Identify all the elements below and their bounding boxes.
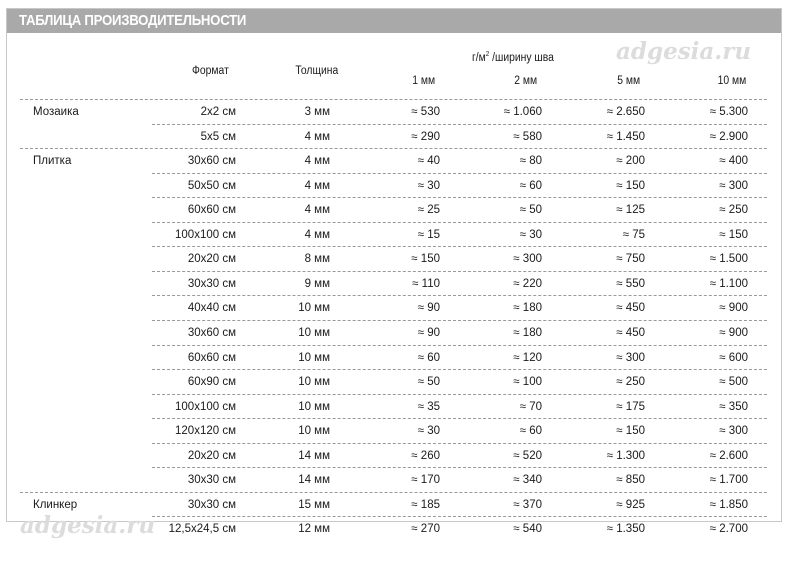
- table-row: [0, 419, 791, 444]
- row-value-1: ≈ 185: [411, 499, 440, 511]
- row-value-2: ≈ 1.060: [503, 106, 542, 118]
- row-value-2: ≈ 180: [513, 302, 542, 314]
- row-value-1: ≈ 30: [417, 425, 440, 437]
- row-value-4: ≈ 1.850: [709, 499, 748, 511]
- row-value-2: ≈ 100: [513, 376, 542, 388]
- table-row: [0, 346, 791, 371]
- row-thickness: 10 мм: [298, 327, 330, 339]
- row-value-3: ≈ 1.350: [606, 523, 645, 535]
- row-value-4: ≈ 150: [719, 229, 748, 241]
- row-value-4: ≈ 350: [719, 401, 748, 413]
- row-thickness: 4 мм: [304, 155, 330, 167]
- row-thickness: 8 мм: [304, 253, 330, 265]
- table-row: [0, 125, 791, 150]
- table-row: [0, 444, 791, 469]
- table-row: [0, 149, 791, 174]
- row-value-4: ≈ 600: [719, 352, 748, 364]
- row-value-2: ≈ 220: [513, 278, 542, 290]
- row-value-1: ≈ 90: [417, 327, 440, 339]
- row-value-2: ≈ 580: [513, 131, 542, 143]
- row-value-3: ≈ 175: [616, 401, 645, 413]
- row-thickness: 10 мм: [298, 352, 330, 364]
- table-row: [0, 198, 791, 223]
- row-value-1: ≈ 15: [417, 229, 440, 241]
- row-value-3: ≈ 2.650: [606, 106, 645, 118]
- row-thickness: 4 мм: [304, 229, 330, 241]
- title-bar: [7, 9, 781, 33]
- row-value-3: ≈ 450: [616, 327, 645, 339]
- row-format: 120x120 см: [175, 425, 236, 437]
- row-value-3: ≈ 300: [616, 352, 645, 364]
- row-value-4: ≈ 500: [719, 376, 748, 388]
- row-value-1: ≈ 110: [412, 278, 440, 290]
- row-thickness: 9 мм: [304, 278, 330, 290]
- table-row: [0, 223, 791, 248]
- row-value-1: ≈ 90: [417, 302, 440, 314]
- table-row: [0, 174, 791, 199]
- row-value-4: ≈ 2.900: [709, 131, 748, 143]
- row-format: 30x30 см: [187, 499, 236, 511]
- row-value-4: ≈ 5.300: [709, 106, 748, 118]
- row-value-1: ≈ 170: [411, 474, 440, 486]
- row-value-3: ≈ 750: [616, 253, 645, 265]
- row-value-3: ≈ 1.300: [606, 450, 645, 462]
- row-format: 100x100 см: [175, 229, 236, 241]
- row-value-2: ≈ 370: [513, 499, 542, 511]
- row-value-2: ≈ 30: [519, 229, 542, 241]
- table-title: ТАБЛИЦА ПРОИЗВОДИТЕЛЬНОСТИ: [19, 12, 247, 29]
- row-value-2: ≈ 120: [513, 352, 542, 364]
- table-row: [0, 321, 791, 346]
- header-group-unit: г/м: [472, 51, 486, 64]
- table-row: [0, 100, 791, 125]
- table-row: [0, 468, 791, 493]
- row-value-1: ≈ 25: [417, 204, 440, 216]
- header-width-3: 5 мм: [617, 75, 641, 87]
- row-thickness: 10 мм: [298, 302, 330, 314]
- row-category: Мозаика: [33, 106, 79, 118]
- row-format: 5x5 см: [200, 131, 236, 143]
- row-value-2: ≈ 50: [519, 204, 542, 216]
- row-value-4: ≈ 400: [719, 155, 748, 167]
- table-row: [0, 247, 791, 272]
- row-format: 20x20 см: [187, 450, 236, 462]
- watermark-top: adgesia.ru: [616, 38, 752, 65]
- row-value-1: ≈ 260: [411, 450, 440, 462]
- row-format: 60x60 см: [187, 352, 236, 364]
- header-width-1: 1 мм: [412, 75, 436, 87]
- header-width-4: 10 мм: [717, 75, 747, 87]
- row-format: 30x30 см: [187, 474, 236, 486]
- row-value-4: ≈ 2.600: [709, 450, 748, 462]
- row-value-1: ≈ 530: [411, 106, 440, 118]
- table-row: [0, 272, 791, 297]
- row-value-2: ≈ 80: [519, 155, 542, 167]
- row-thickness: 3 мм: [304, 106, 330, 118]
- table-row: [0, 296, 791, 321]
- row-format: 20x20 см: [187, 253, 236, 265]
- table-row: [0, 517, 791, 542]
- table-row: [0, 370, 791, 395]
- row-value-3: ≈ 450: [616, 302, 645, 314]
- header-group-suffix: /ширину шва: [489, 51, 554, 64]
- row-value-3: ≈ 125: [616, 204, 645, 216]
- header-width-2: 2 мм: [514, 75, 538, 87]
- row-value-2: ≈ 340: [513, 474, 542, 486]
- row-value-4: ≈ 900: [719, 327, 748, 339]
- row-thickness: 10 мм: [298, 425, 330, 437]
- row-thickness: 14 мм: [298, 474, 330, 486]
- row-value-3: ≈ 150: [616, 180, 645, 192]
- row-thickness: 15 мм: [298, 499, 330, 511]
- header-group: [472, 51, 554, 64]
- row-value-4: ≈ 1.700: [709, 474, 748, 486]
- row-value-4: ≈ 2.700: [709, 523, 748, 535]
- row-format: 2x2 см: [200, 106, 236, 118]
- row-value-1: ≈ 150: [411, 253, 440, 265]
- watermark-bottom: adgesia.ru: [20, 512, 156, 539]
- row-value-3: ≈ 75: [622, 229, 645, 241]
- table-row: [0, 493, 791, 518]
- row-value-3: ≈ 550: [616, 278, 645, 290]
- row-thickness: 4 мм: [304, 204, 330, 216]
- row-format: 30x30 см: [187, 278, 236, 290]
- row-thickness: 10 мм: [298, 376, 330, 388]
- row-value-1: ≈ 30: [417, 180, 440, 192]
- row-format: 30x60 см: [187, 327, 236, 339]
- row-format: 50x50 см: [187, 180, 236, 192]
- row-format: 100x100 см: [175, 401, 236, 413]
- row-value-3: ≈ 925: [616, 499, 645, 511]
- row-format: 60x90 см: [187, 376, 236, 388]
- row-value-4: ≈ 1.100: [709, 278, 748, 290]
- row-value-2: ≈ 60: [519, 180, 542, 192]
- row-format: 40x40 см: [187, 302, 236, 314]
- row-value-1: ≈ 35: [417, 401, 440, 413]
- row-category: Клинкер: [33, 499, 78, 511]
- row-format: 12,5x24,5 см: [168, 523, 236, 535]
- row-thickness: 12 мм: [298, 523, 330, 535]
- row-value-4: ≈ 300: [719, 180, 748, 192]
- row-value-2: ≈ 540: [513, 523, 542, 535]
- row-category: Плитка: [33, 155, 72, 167]
- row-value-4: ≈ 250: [719, 204, 748, 216]
- row-thickness: 4 мм: [304, 131, 330, 143]
- row-value-4: ≈ 1.500: [709, 253, 748, 265]
- row-value-3: ≈ 200: [616, 155, 645, 167]
- row-value-2: ≈ 180: [513, 327, 542, 339]
- row-format: 60x60 см: [187, 204, 236, 216]
- row-value-3: ≈ 150: [616, 425, 645, 437]
- row-value-2: ≈ 520: [513, 450, 542, 462]
- row-value-4: ≈ 300: [719, 425, 748, 437]
- header-thickness: Толщина: [295, 65, 339, 77]
- row-value-3: ≈ 250: [616, 376, 645, 388]
- header-format: Формат: [192, 65, 229, 77]
- row-value-3: ≈ 1.450: [606, 131, 645, 143]
- row-thickness: 4 мм: [304, 180, 330, 192]
- row-value-1: ≈ 40: [417, 155, 440, 167]
- row-thickness: 14 мм: [298, 450, 330, 462]
- row-value-2: ≈ 70: [519, 401, 542, 413]
- table-row: [0, 395, 791, 420]
- row-value-1: ≈ 290: [411, 131, 440, 143]
- row-value-2: ≈ 300: [513, 253, 542, 265]
- row-value-2: ≈ 60: [519, 425, 542, 437]
- row-format: 30x60 см: [187, 155, 236, 167]
- row-value-1: ≈ 270: [411, 523, 440, 535]
- header-group-unit-sup: 2: [485, 51, 490, 58]
- row-thickness: 10 мм: [298, 401, 330, 413]
- row-value-1: ≈ 60: [417, 352, 440, 364]
- row-value-1: ≈ 50: [417, 376, 440, 388]
- row-value-3: ≈ 850: [616, 474, 645, 486]
- row-value-4: ≈ 900: [719, 302, 748, 314]
